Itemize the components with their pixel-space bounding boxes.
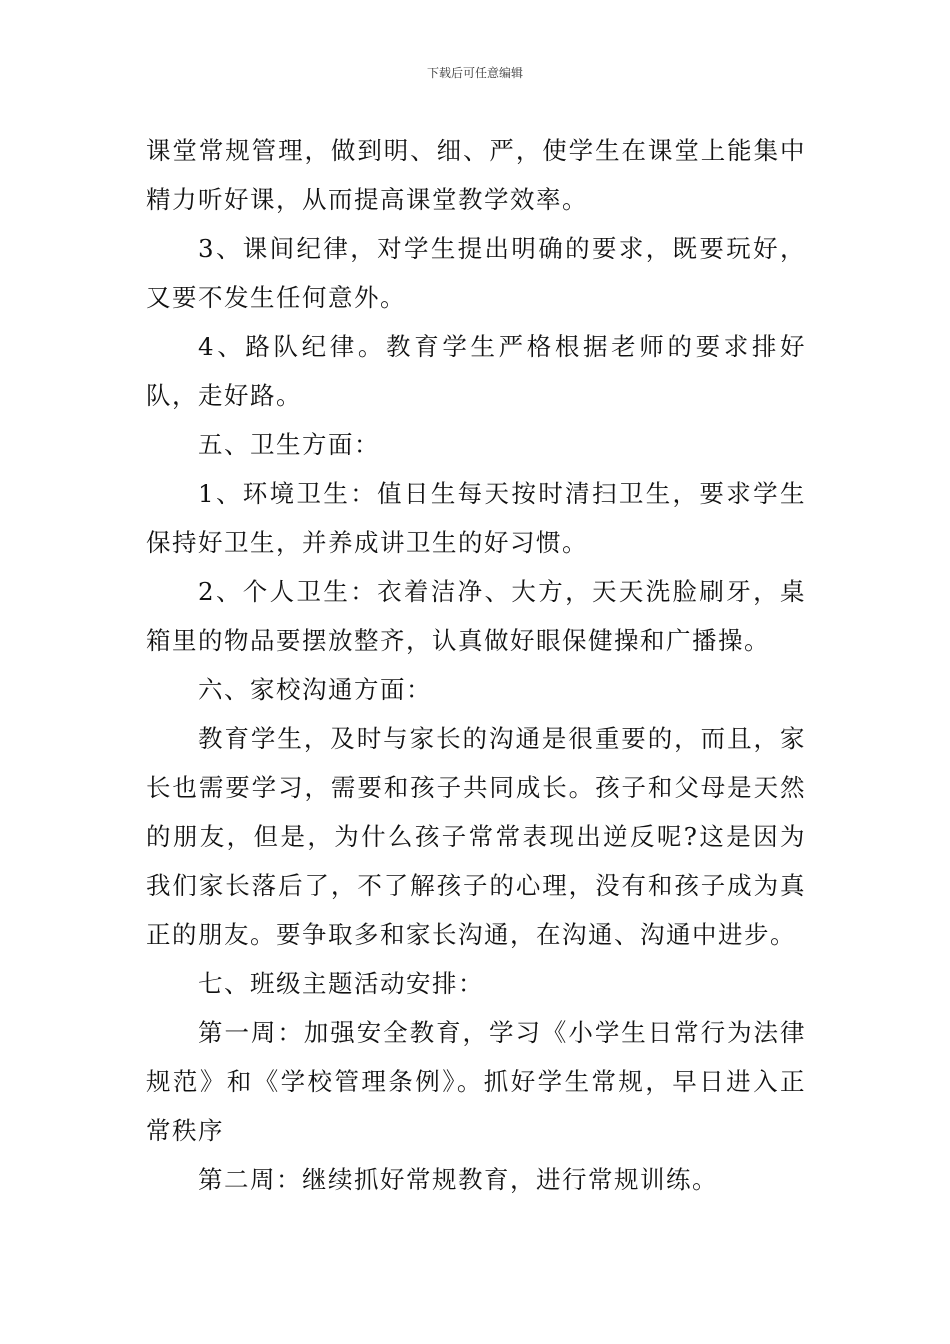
document-body xyxy=(146,126,806,1204)
paragraph-week-two: 第二周：继续抓好常规教育，进行常规训练。 xyxy=(198,1165,718,1194)
paragraph-parent-communication: 教育学生，及时与家长的沟通是很重要的，而且，家长也需要学习，需要和孩子共同成长。孩子和父母是天然的朋友，但是，为什么孩子常常表现出逆反呢?这是因为我们家长落后了，不了解孩子的心理，没有和孩子成为真正的朋友。要争取多和家长沟通，在沟通、沟通中进步。 xyxy=(146,724,806,949)
page-header: 下载后可任意编辑 xyxy=(426,66,523,80)
section-heading-activities: 七、班级主题活动安排： xyxy=(198,969,484,998)
paragraph-break-discipline: 3、课间纪律，对学生提出明确的要求，既要玩好，又要不发生任何意外。 xyxy=(146,234,806,312)
paragraph-week-one: 第一周：加强安全教育，学习《小学生日常行为法律规范》和《学校管理条例》。抓好学生常规，早日进入正常秩序 xyxy=(146,1018,806,1145)
paragraph-environment-hygiene: 1、环境卫生：值日生每天按时清扫卫生，要求学生保持好卫生，并养成讲卫生的好习惯。 xyxy=(146,479,806,557)
section-heading-hygiene: 五、卫生方面： xyxy=(198,430,380,459)
section-heading-home-school: 六、家校沟通方面： xyxy=(198,675,432,704)
paragraph-classroom-management: 课堂常规管理，做到明、细、严，使学生在课堂上能集中精力听好课，从而提高课堂教学效率。 xyxy=(146,136,806,214)
paragraph-queue-discipline: 4、路队纪律。教育学生严格根据老师的要求排好队，走好路。 xyxy=(146,332,806,410)
paragraph-personal-hygiene: 2、个人卫生：衣着洁净、大方，天天洗脸刷牙，桌箱里的物品要摆放整齐，认真做好眼保健操和广播操。 xyxy=(146,577,806,655)
